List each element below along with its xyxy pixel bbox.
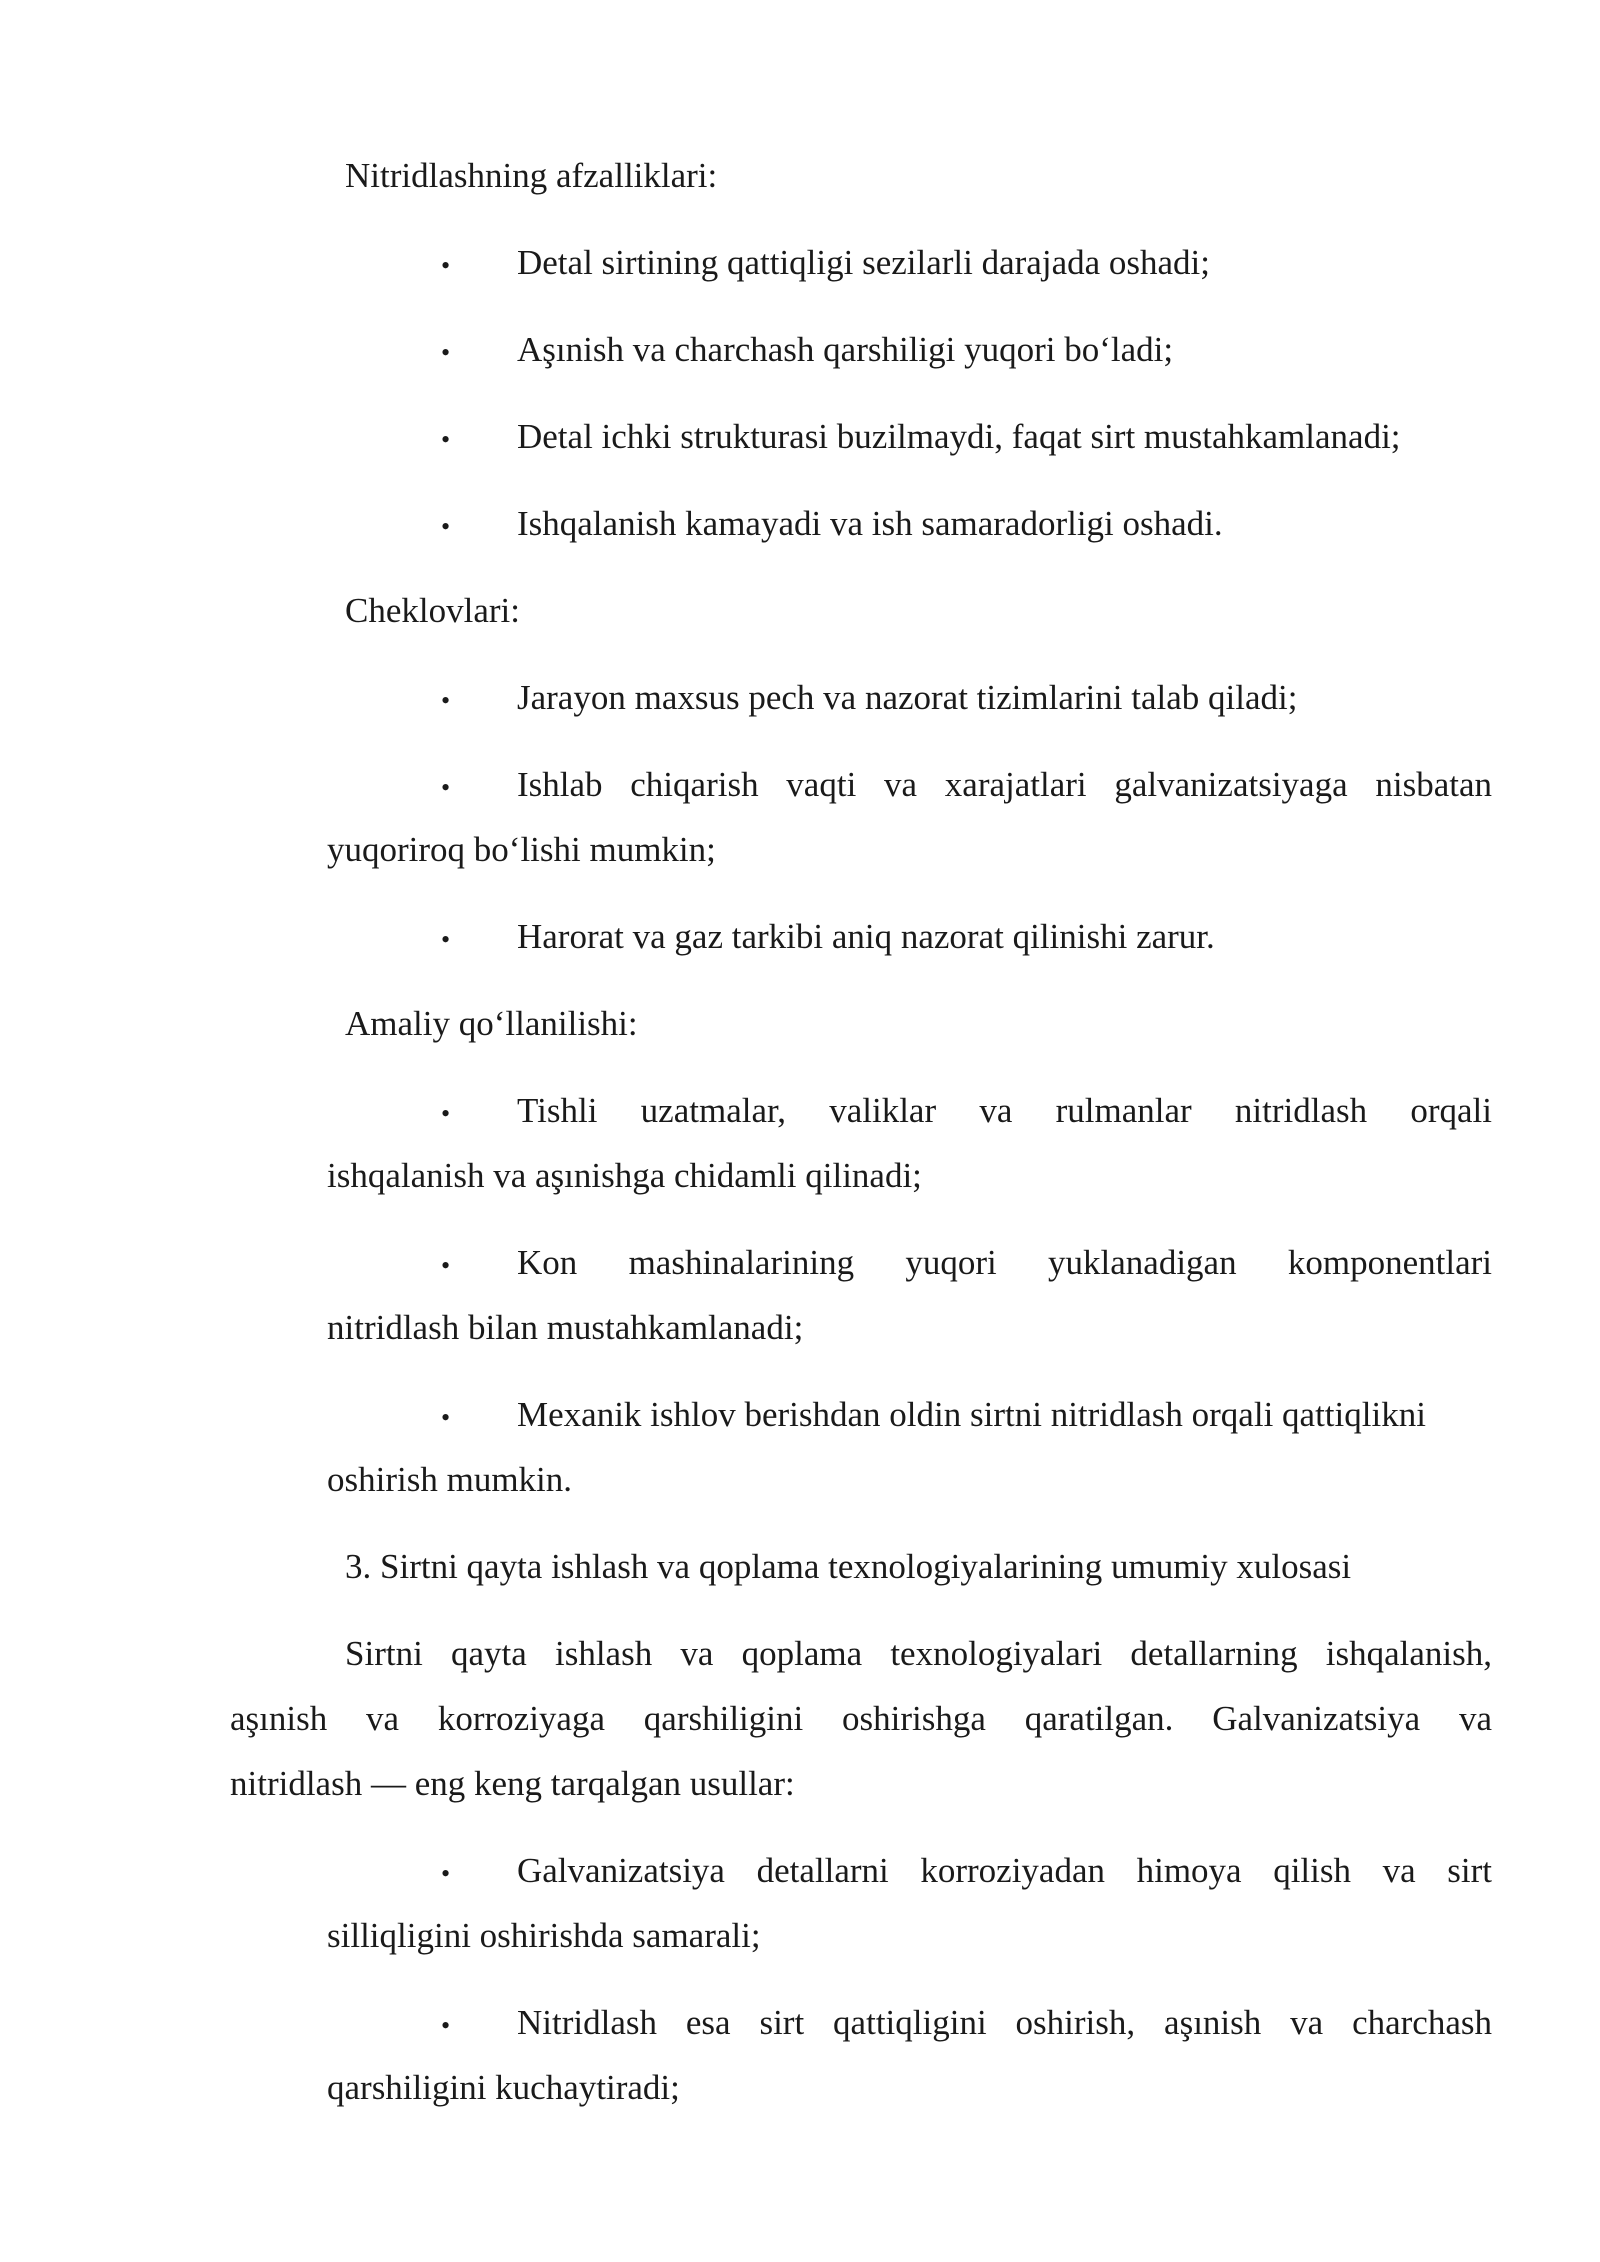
advantages-item-4: Ishqalanish kamayadi va ish samaradorligi oshadi. xyxy=(517,504,1223,543)
advantages-item-1: Detal sirtining qattiqligi sezilarli darajada oshadi; xyxy=(517,243,1210,282)
applications-item-1-line-1: Tishli uzatmalar, valiklar va rulmanlar nitridlash orqali xyxy=(517,1091,1492,1130)
bullet-icon: • xyxy=(441,251,451,280)
conclusion-item-1-line-2: silliqligini oshirishda samarali; xyxy=(327,1916,761,1955)
bullet-icon: • xyxy=(441,773,451,802)
conclusion-paragraph-line-3: nitridlash — eng keng tarqalgan usullar: xyxy=(230,1764,795,1803)
bullet-icon: • xyxy=(441,1099,451,1128)
conclusion-item-2-line-1: Nitridlash esa sirt qattiqligini oshirish, aşınish va charchash xyxy=(517,2003,1492,2042)
applications-heading: Amaliy qo‘llanilishi: xyxy=(345,1004,638,1043)
bullet-icon: • xyxy=(441,925,451,954)
bullet-icon: • xyxy=(441,2011,451,2040)
applications-item-1-line-2: ishqalanish va aşınishga chidamli qilinadi; xyxy=(327,1156,922,1195)
advantages-heading: Nitridlashning afzalliklari: xyxy=(345,156,718,195)
conclusion-paragraph-line-1: Sirtni qayta ishlash va qoplama texnologiyalari detallarning ishqalanish, xyxy=(345,1634,1492,1673)
bullet-icon: • xyxy=(441,338,451,367)
bullet-icon: • xyxy=(441,425,451,454)
bullet-icon: • xyxy=(441,512,451,541)
conclusion-item-2-line-2: qarshiligini kuchaytiradi; xyxy=(327,2068,680,2107)
limitations-heading: Cheklovlari: xyxy=(345,591,520,630)
applications-item-2-line-1: Kon mashinalarining yuqori yuklanadigan komponentlari xyxy=(517,1243,1492,1282)
limitations-item-3: Harorat va gaz tarkibi aniq nazorat qilinishi zarur. xyxy=(517,917,1215,956)
limitations-item-2-line-1: Ishlab chiqarish vaqti va xarajatlari galvanizatsiyaga nisbatan xyxy=(517,765,1492,804)
conclusion-heading: 3. Sirtni qayta ishlash va qoplama texnologiyalarining umumiy xulosasi xyxy=(345,1547,1352,1586)
advantages-item-2: Aşınish va charchash qarshiligi yuqori bo‘ladi; xyxy=(517,330,1174,369)
advantages-item-3: Detal ichki strukturasi buzilmaydi, faqat sirt mustahkamlanadi; xyxy=(517,417,1401,456)
bullet-icon: • xyxy=(441,1403,451,1432)
conclusion-paragraph-line-2: aşınish va korroziyaga qarshiligini oshirishga qaratilgan. Galvanizatsiya va xyxy=(230,1699,1492,1738)
bullet-icon: • xyxy=(441,1859,451,1888)
bullet-icon: • xyxy=(441,1251,451,1280)
applications-item-3-line-2: oshirish mumkin. xyxy=(327,1460,573,1499)
bullet-icon: • xyxy=(441,686,451,715)
applications-item-2-line-2: nitridlash bilan mustahkamlanadi; xyxy=(327,1308,804,1347)
applications-item-3-line-1: Mexanik ishlov berishdan oldin sirtni nitridlash orqali qattiqlikni xyxy=(517,1395,1426,1434)
limitations-item-2-line-2: yuqoriroq bo‘lishi mumkin; xyxy=(327,830,716,869)
limitations-item-1: Jarayon maxsus pech va nazorat tizimlarini talab qiladi; xyxy=(517,678,1298,717)
conclusion-item-1-line-1: Galvanizatsiya detallarni korroziyadan himoya qilish va sirt xyxy=(517,1851,1492,1890)
